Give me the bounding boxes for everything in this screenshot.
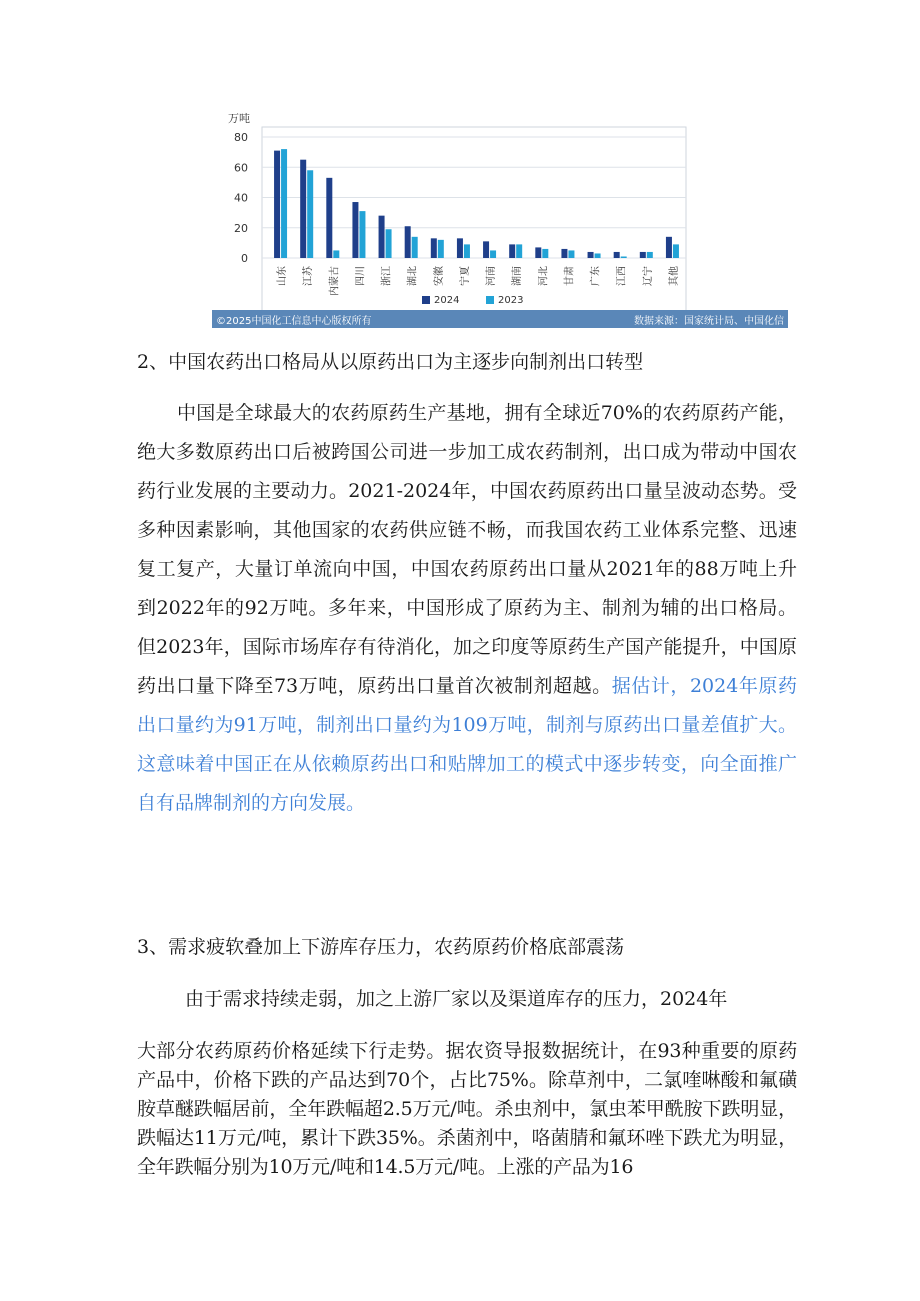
x-tick-label: 内蒙古 [329, 266, 341, 296]
x-tick-label: 河北 [538, 266, 550, 286]
x-tick-label: 湖南 [512, 266, 524, 286]
x-tick-label: 江西 [616, 266, 628, 286]
legend-label-2023: 2023 [498, 295, 524, 306]
x-tick-label: 甘肃 [564, 266, 576, 286]
legend-swatch-2024 [422, 296, 430, 304]
bar-2023-河北 [542, 249, 548, 258]
x-tick-label: 其他 [668, 266, 680, 286]
y-tick-label: 80 [234, 131, 248, 144]
x-tick-label: 山东 [277, 266, 289, 286]
bar-2024-甘肃 [561, 249, 567, 258]
bar-2023-其他 [673, 244, 679, 258]
y-tick-label: 40 [234, 191, 248, 205]
copyright-text: ©2025中国化工信息中心版权所有 [216, 315, 372, 327]
legend-swatch-2023 [486, 296, 494, 304]
source-text: 数据来源：国家统计局、中国化信 [634, 315, 784, 327]
section2-heading: 2、中国农药出口格局从以原药出口为主逐步向制剂出口转型 [137, 351, 644, 373]
bar-2024-其他 [666, 237, 672, 258]
x-tick-label: 四川 [355, 266, 367, 286]
bar-2023-江苏 [307, 170, 313, 258]
y-axis-label: 万吨 [228, 112, 250, 125]
y-tick-label: 20 [234, 221, 248, 235]
bar-2023-甘肃 [568, 250, 574, 258]
section2-paragraph [137, 394, 797, 823]
bar-2024-河南 [483, 241, 489, 258]
bar-2024-湖南 [509, 244, 515, 258]
bar-2023-广东 [595, 253, 601, 258]
x-tick-label: 湖北 [407, 266, 419, 286]
section3-body: 大部分农药原药价格延续下行走势。据农资导报数据统计，在93种重要的原药产品中，价格下跌的产品达到70个，占比75%。除草剂中，二氯喹啉酸和氟磺胺草醚跌幅居前，全年跌幅超2.5万元/吨。杀虫剂中，氯虫苯甲酰胺下跌明显，跌幅达11万元/吨，累计下跌35%。杀菌剂中，咯菌腈和氟环唑下跌尤为明显，全年跌幅分别为10万元/吨和14.5万元/吨。上涨的产品为16 [137, 1040, 797, 1178]
bar-chart [212, 106, 788, 310]
x-tick-label: 宁夏 [459, 266, 471, 286]
bar-2024-宁夏 [457, 238, 463, 258]
bar-2023-山东 [281, 149, 287, 258]
y-tick-label: 0 [241, 252, 248, 265]
x-tick-label: 广东 [590, 266, 602, 286]
bar-2024-湖北 [405, 226, 411, 258]
bar-2023-四川 [359, 211, 365, 258]
bar-2023-湖南 [516, 244, 522, 258]
bar-2024-浙江 [379, 216, 385, 258]
bar-2024-辽宁 [640, 252, 646, 258]
section2-body: 中国是全球最大的农药原药生产基地，拥有全球近70%的农药原药产能，绝大多数原药出口后被跨国公司进一步加工成农药制剂，出口成为带动中国农药行业发展的主要动力。2021-2024年，中国农药原药出口量呈波动态势。受多种因素影响，其他国家的农药供应链不畅，而我国农药工业体系完整、迅速复工复产，大量订单流向中国，中国农药原药出口量从2021年的88万吨上升到2022年的92万吨。多年来，中国形成了原药为主、制剂为辅的出口格局。但2023年，国际市场库存有待消化，加之印度等原药生产国产能提升，中国原药出口量下降至73万吨，原药出口量首次被制剂超越。 [137, 402, 797, 697]
section3-lead: 由于需求持续走弱，加之上游厂家以及渠道库存的压力，2024年 [185, 988, 728, 1010]
bar-2024-内蒙古 [326, 178, 332, 258]
bar-2024-山东 [274, 151, 280, 258]
bar-2023-辽宁 [647, 252, 653, 258]
x-tick-label: 辽宁 [642, 266, 654, 286]
bar-2023-宁夏 [464, 244, 470, 258]
bar-2023-安徽 [438, 240, 444, 258]
section2-highlight: 据估计，2024年原药出口量约为91万吨，制剂出口量约为109万吨，制剂与原药出口量差值扩大。这意味着中国正在从依赖原药出口和贴牌加工的模式中逐步转变，向全面推广自有品牌制剂的方向发展。 [137, 675, 797, 814]
bar-2023-江西 [621, 256, 627, 258]
bar-2024-广东 [588, 252, 594, 258]
y-tick-label: 60 [234, 161, 248, 175]
province-output-chart [212, 106, 788, 328]
x-tick-label: 安徽 [433, 266, 445, 286]
x-tick-label: 浙江 [381, 266, 393, 286]
bar-2024-四川 [352, 202, 358, 258]
x-tick-label: 江苏 [303, 266, 315, 286]
section3-heading: 3、需求疲软叠加上下游库存压力，农药原药价格底部震荡 [137, 936, 625, 958]
bar-2023-浙江 [386, 229, 392, 258]
x-tick-label: 河南 [486, 266, 498, 286]
bar-2024-江苏 [300, 160, 306, 258]
chart-footer-bar [212, 310, 788, 328]
bar-2023-湖北 [412, 237, 418, 258]
bar-2024-江西 [614, 252, 620, 258]
bar-2024-安徽 [431, 238, 437, 258]
legend-label-2024: 2024 [434, 295, 460, 306]
bar-2023-内蒙古 [333, 250, 339, 258]
bar-2024-河北 [535, 247, 541, 258]
bar-2023-河南 [490, 250, 496, 258]
